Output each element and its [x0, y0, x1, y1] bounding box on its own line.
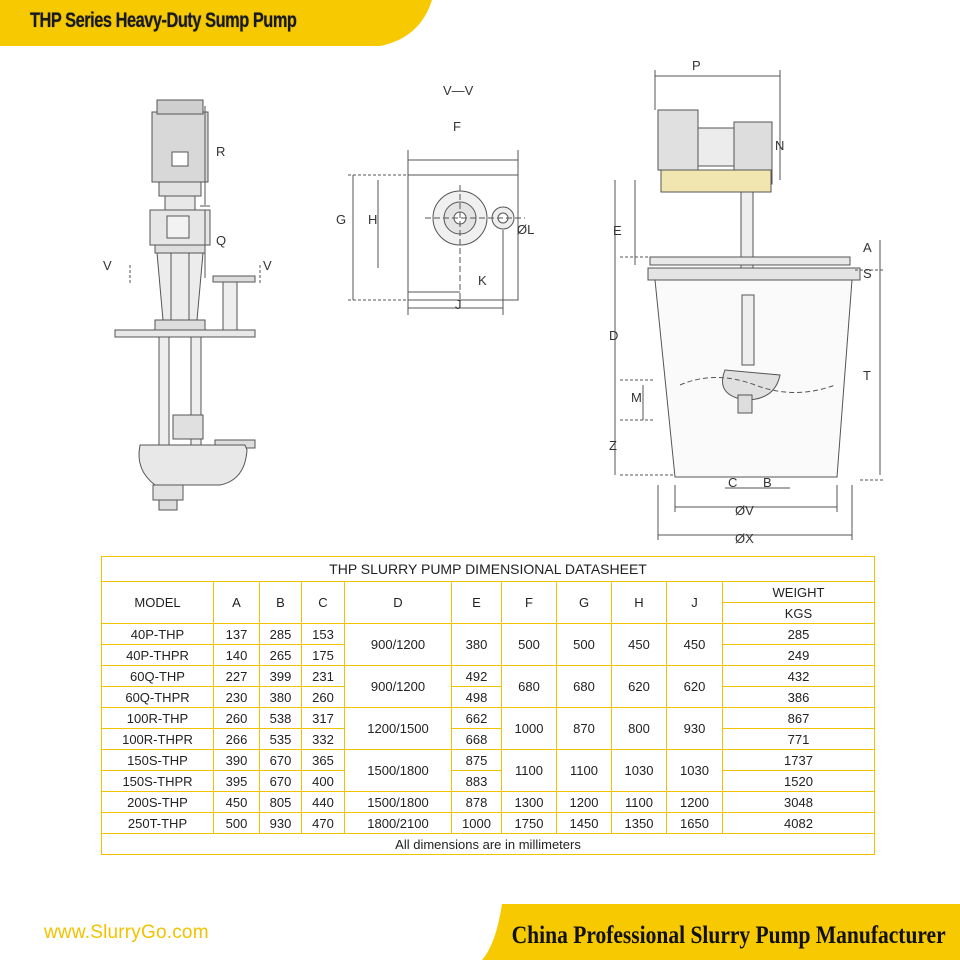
- cell-g: 1200: [557, 792, 612, 813]
- cell-weight: 432: [723, 666, 875, 687]
- cell-model: 100R-THP: [102, 708, 214, 729]
- table-title: THP SLURRY PUMP DIMENSIONAL DATASHEET: [102, 557, 875, 582]
- table-row: [102, 813, 875, 834]
- col-header-j: J: [667, 582, 723, 624]
- dim-label-m: M: [631, 390, 642, 405]
- cell-e: 875: [452, 750, 502, 771]
- cell-model: 150S-THP: [102, 750, 214, 771]
- table-row: [102, 750, 875, 771]
- cell-f: 1750: [502, 813, 557, 834]
- cell-e: 498: [452, 687, 502, 708]
- col-header-a: A: [214, 582, 260, 624]
- cell-weight: 1737: [723, 750, 875, 771]
- cell-weight: 386: [723, 687, 875, 708]
- cell-h: 1030: [612, 750, 667, 792]
- table-row: [102, 792, 875, 813]
- cell-model: 100R-THPR: [102, 729, 214, 750]
- cell-c: 260: [302, 687, 345, 708]
- dim-label-ox: ØX: [735, 531, 754, 546]
- cell-d: 1200/1500: [345, 708, 452, 750]
- table-header-row: [102, 582, 875, 603]
- cell-j: 620: [667, 666, 723, 708]
- cell-j: 1030: [667, 750, 723, 792]
- cell-j: 1200: [667, 792, 723, 813]
- cell-b: 670: [260, 771, 302, 792]
- dim-label-b: B: [763, 475, 772, 490]
- cell-d: 900/1200: [345, 666, 452, 708]
- cell-a: 137: [214, 624, 260, 645]
- cell-g: 1450: [557, 813, 612, 834]
- cell-b: 265: [260, 645, 302, 666]
- cell-a: 266: [214, 729, 260, 750]
- col-header-b: B: [260, 582, 302, 624]
- col-header-c: C: [302, 582, 345, 624]
- cell-b: 380: [260, 687, 302, 708]
- cell-weight: 4082: [723, 813, 875, 834]
- cell-f: 1000: [502, 708, 557, 750]
- cell-weight: 867: [723, 708, 875, 729]
- cell-j: 1650: [667, 813, 723, 834]
- cell-b: 670: [260, 750, 302, 771]
- dim-label-v-left: V: [103, 258, 112, 273]
- cell-model: 40P-THP: [102, 624, 214, 645]
- col-header-weight-unit: KGS: [723, 603, 875, 624]
- cell-model: 40P-THPR: [102, 645, 214, 666]
- dim-label-d: D: [609, 328, 619, 343]
- table-row: [102, 624, 875, 645]
- cell-b: 535: [260, 729, 302, 750]
- cell-g: 1100: [557, 750, 612, 792]
- cell-e: 492: [452, 666, 502, 687]
- cell-model: 150S-THPR: [102, 771, 214, 792]
- cell-e: 380: [452, 624, 502, 666]
- cell-a: 450: [214, 792, 260, 813]
- table-row: [102, 729, 875, 750]
- cell-d: 1800/2100: [345, 813, 452, 834]
- cell-c: 175: [302, 645, 345, 666]
- cell-h: 620: [612, 666, 667, 708]
- cell-e: 878: [452, 792, 502, 813]
- col-header-g: G: [557, 582, 612, 624]
- cell-a: 395: [214, 771, 260, 792]
- page-title: THP Series Heavy-Duty Sump Pump: [30, 9, 297, 32]
- cell-model: 200S-THP: [102, 792, 214, 813]
- cell-c: 317: [302, 708, 345, 729]
- dim-label-h: H: [368, 212, 378, 227]
- dim-label-c: C: [728, 475, 738, 490]
- dim-label-r: R: [216, 144, 226, 159]
- col-header-model: MODEL: [102, 582, 214, 624]
- cell-g: 680: [557, 666, 612, 708]
- cell-f: 1100: [502, 750, 557, 792]
- cell-e: 1000: [452, 813, 502, 834]
- cell-b: 285: [260, 624, 302, 645]
- cell-weight: 285: [723, 624, 875, 645]
- cell-a: 390: [214, 750, 260, 771]
- website-link[interactable]: www.SlurryGo.com: [44, 922, 209, 943]
- dim-label-a: A: [863, 240, 872, 255]
- cell-e: 883: [452, 771, 502, 792]
- table-note-row: [102, 834, 875, 855]
- motor-body: [152, 112, 208, 182]
- cell-weight: 1520: [723, 771, 875, 792]
- cell-f: 1300: [502, 792, 557, 813]
- col-header-h: H: [612, 582, 667, 624]
- datasheet-table: [101, 556, 875, 855]
- footer-slogan: China Professional Slurry Pump Manufacturer: [512, 922, 946, 949]
- dim-label-e: E: [613, 223, 622, 238]
- datasheet-table-wrap: [101, 556, 874, 855]
- cell-h: 1100: [612, 792, 667, 813]
- dim-label-v-right: V: [263, 258, 272, 273]
- cell-weight: 249: [723, 645, 875, 666]
- cell-f: 680: [502, 666, 557, 708]
- cell-b: 538: [260, 708, 302, 729]
- table-row: [102, 666, 875, 687]
- col-header-weight: WEIGHT: [723, 582, 875, 603]
- cell-c: 470: [302, 813, 345, 834]
- col-header-d: D: [345, 582, 452, 624]
- cell-c: 153: [302, 624, 345, 645]
- cell-a: 230: [214, 687, 260, 708]
- cell-h: 450: [612, 624, 667, 666]
- dim-label-ov: ØV: [735, 503, 754, 518]
- dim-label-s: S: [863, 266, 872, 281]
- cell-model: 250T-THP: [102, 813, 214, 834]
- cell-b: 805: [260, 792, 302, 813]
- cell-d: 900/1200: [345, 624, 452, 666]
- cell-a: 140: [214, 645, 260, 666]
- cell-a: 260: [214, 708, 260, 729]
- col-header-e: E: [452, 582, 502, 624]
- cell-weight: 771: [723, 729, 875, 750]
- cell-a: 227: [214, 666, 260, 687]
- dim-label-k: K: [478, 273, 487, 288]
- table-row: [102, 771, 875, 792]
- cell-j: 450: [667, 624, 723, 666]
- cell-h: 1350: [612, 813, 667, 834]
- table-row: [102, 687, 875, 708]
- cell-model: 60Q-THP: [102, 666, 214, 687]
- cell-g: 500: [557, 624, 612, 666]
- dim-label-g: G: [336, 212, 347, 227]
- cell-c: 231: [302, 666, 345, 687]
- dim-label-j: J: [455, 297, 462, 312]
- section-label: V—V: [443, 83, 474, 98]
- col-header-f: F: [502, 582, 557, 624]
- dim-label-z: Z: [609, 438, 617, 453]
- dim-label-q: Q: [216, 233, 227, 248]
- cell-b: 930: [260, 813, 302, 834]
- cell-g: 870: [557, 708, 612, 750]
- cell-d: 1500/1800: [345, 792, 452, 813]
- table-row: [102, 708, 875, 729]
- cell-e: 668: [452, 729, 502, 750]
- dim-label-ol: ØL: [517, 222, 535, 237]
- cell-model: 60Q-THPR: [102, 687, 214, 708]
- cell-b: 399: [260, 666, 302, 687]
- cell-j: 930: [667, 708, 723, 750]
- dim-label-n: N: [775, 138, 785, 153]
- table-note: All dimensions are in millimeters: [102, 834, 875, 855]
- cell-c: 400: [302, 771, 345, 792]
- pump-dimension-drawing: [95, 40, 915, 555]
- cell-c: 332: [302, 729, 345, 750]
- dim-label-f: F: [453, 119, 461, 134]
- cell-h: 800: [612, 708, 667, 750]
- cell-f: 500: [502, 624, 557, 666]
- cell-e: 662: [452, 708, 502, 729]
- cell-c: 365: [302, 750, 345, 771]
- cell-weight: 3048: [723, 792, 875, 813]
- cell-a: 500: [214, 813, 260, 834]
- cell-c: 440: [302, 792, 345, 813]
- dim-label-p: P: [692, 58, 701, 73]
- table-title-row: [102, 557, 875, 582]
- dim-label-t: T: [863, 368, 871, 383]
- cell-d: 1500/1800: [345, 750, 452, 792]
